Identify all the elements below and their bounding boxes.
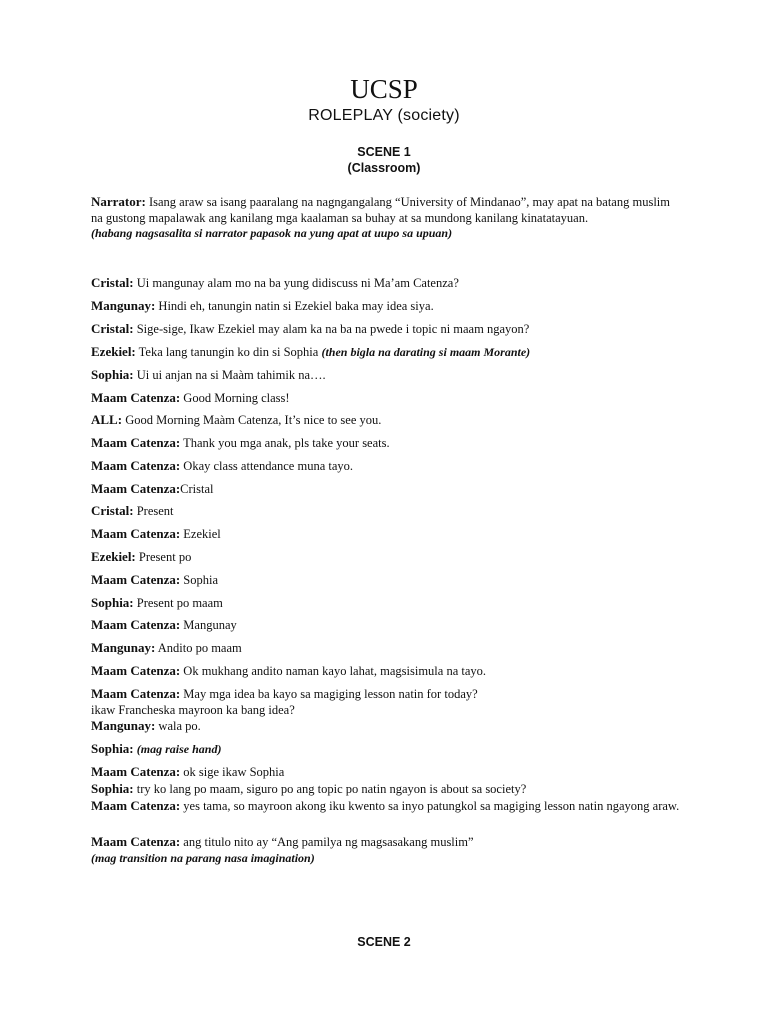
stage-direction: (mag raise hand) xyxy=(136,742,222,756)
dialogue-entry xyxy=(91,481,681,498)
dialogue-entry xyxy=(91,781,681,798)
speaker-name: Maam Catenza: xyxy=(91,572,181,587)
document-title: UCSP xyxy=(350,74,418,104)
dialogue-line: Andito po maam xyxy=(155,641,242,655)
stage-direction: (mag transition na parang nasa imagination) xyxy=(91,850,315,865)
speaker-name: Cristal: xyxy=(91,503,134,518)
speaker-name: Maam Catenza: xyxy=(91,798,181,813)
dialogue-line: Present po xyxy=(135,550,192,564)
dialogue-entry xyxy=(91,321,681,338)
speaker-name: Mangunay: xyxy=(91,298,156,313)
dialogue-entry xyxy=(91,617,681,634)
dialogue-line: Thank you mga anak, pls take your seats. xyxy=(180,436,390,450)
dialogue-line: ok sige ikaw Sophia xyxy=(180,765,285,779)
speaker-name: Maam Catenza: xyxy=(91,663,181,678)
dialogue-line: Mangunay xyxy=(180,618,237,632)
document-subtitle: ROLEPLAY (society) xyxy=(308,107,460,124)
dialogue-line: Good Morning Maàm Catenza, It’s nice to see you. xyxy=(122,413,382,427)
speaker-name: Maam Catenza: xyxy=(91,435,181,450)
dialogue-line: Present xyxy=(133,504,174,518)
dialogue-line: yes tama, so mayroon akong iku kwento sa inyo patungkol sa magiging lesson natin ngayong araw. xyxy=(180,799,680,813)
dialogue-line: Good Morning class! xyxy=(180,391,290,405)
speaker-name: Maam Catenza: xyxy=(91,617,181,632)
speaker-name: Maam Catenza: xyxy=(91,481,181,496)
dialogue-entry xyxy=(91,390,681,407)
speaker-name: Sophia: xyxy=(91,781,134,796)
dialogue-entry xyxy=(91,718,681,735)
dialogue-entry xyxy=(91,640,681,657)
scene-location: (Classroom) xyxy=(347,161,421,175)
stage-direction: (then bigla na darating si maam Morante) xyxy=(321,345,531,359)
speaker-name: Sophia: xyxy=(91,741,134,756)
dialogue-line: Ezekiel xyxy=(180,527,221,541)
dialogue-line: Sophia xyxy=(180,573,219,587)
dialogue-entry xyxy=(91,458,681,475)
dialogue-line: Hindi eh, tanungin natin si Ezekiel baka may idea siya. xyxy=(155,299,434,313)
speaker-name: Maam Catenza: xyxy=(91,390,181,405)
dialogue-line: Ui ui anjan na si Maàm tahimik na…. xyxy=(133,368,326,382)
speaker-name: Maam Catenza: xyxy=(91,686,181,701)
speaker-name: Ezekiel: xyxy=(91,344,136,359)
speaker-name: Maam Catenza: xyxy=(91,526,181,541)
dialogue-line: Ui mangunay alam mo na ba yung didiscuss ni Ma’am Catenza? xyxy=(133,276,459,290)
scene-heading: SCENE 1 xyxy=(357,145,411,159)
dialogue-line: May mga idea ba kayo sa magiging lesson natin for today? xyxy=(180,687,478,701)
dialogue-entry xyxy=(91,595,681,612)
dialogue-entry xyxy=(91,798,681,815)
dialogue-entry xyxy=(91,435,681,452)
dialogue-entry xyxy=(91,686,681,718)
dialogue-entry xyxy=(91,549,681,566)
dialogue-line: wala po. xyxy=(155,719,201,733)
dialogue-line-continued: ikaw Francheska mayroon ka bang idea? xyxy=(91,702,295,717)
speaker-name: Sophia: xyxy=(91,367,134,382)
dialogue-entry xyxy=(91,275,681,292)
scene-heading: SCENE 2 xyxy=(357,935,411,949)
dialogue-line: Sige-sige, Ikaw Ezekiel may alam ka na ba na pwede i topic ni maam ngayon? xyxy=(133,322,530,336)
dialogue-line: ang titulo nito ay “Ang pamilya ng magsasakang muslim” xyxy=(180,835,474,849)
speaker-name: Ezekiel: xyxy=(91,549,136,564)
dialogue-line: Isang araw sa isang paaralang na nagngangalang “University of Mindanao”, may apat na batang muslim na gustong mapalawak ang kanilang mga kaalaman sa buhay at sa mundong kanilang kinatatayuan. xyxy=(91,195,670,225)
speaker-name: Cristal: xyxy=(91,321,134,336)
speaker-name: Narrator: xyxy=(91,194,146,209)
speaker-name: Cristal: xyxy=(91,275,134,290)
dialogue-entry xyxy=(91,298,681,315)
narration-block xyxy=(91,194,681,242)
dialogue-entry xyxy=(91,503,681,520)
speaker-name: Sophia: xyxy=(91,595,134,610)
dialogue-entry xyxy=(91,741,681,758)
dialogue-entry xyxy=(91,572,681,589)
speaker-name: Maam Catenza: xyxy=(91,458,181,473)
dialogue-line: Okay class attendance muna tayo. xyxy=(180,459,354,473)
dialogue-entry xyxy=(91,663,681,680)
dialogue-line: Present po maam xyxy=(133,596,223,610)
dialogue-line: Cristal xyxy=(180,482,214,496)
dialogue-line: Teka lang tanungin ko din si Sophia xyxy=(135,345,322,359)
stage-direction: (habang nagsasalita si narrator papasok na yung apat at uupo sa upuan) xyxy=(91,226,453,240)
speaker-name: ALL: xyxy=(91,412,123,427)
dialogue-entry xyxy=(91,526,681,543)
dialogue-line: Ok mukhang andito naman kayo lahat, magsisimula na tayo. xyxy=(180,664,487,678)
dialogue-entry xyxy=(91,367,681,384)
speaker-name: Mangunay: xyxy=(91,640,156,655)
dialogue-entry xyxy=(91,764,681,781)
dialogue-entry xyxy=(91,344,681,361)
dialogue-line: try ko lang po maam, siguro po ang topic po natin ngayon is about sa society? xyxy=(133,782,527,796)
speaker-name: Maam Catenza: xyxy=(91,834,181,849)
dialogue-entry xyxy=(91,412,681,429)
speaker-name: Maam Catenza: xyxy=(91,764,181,779)
speaker-name: Mangunay: xyxy=(91,718,156,733)
dialogue-entry xyxy=(91,834,681,866)
